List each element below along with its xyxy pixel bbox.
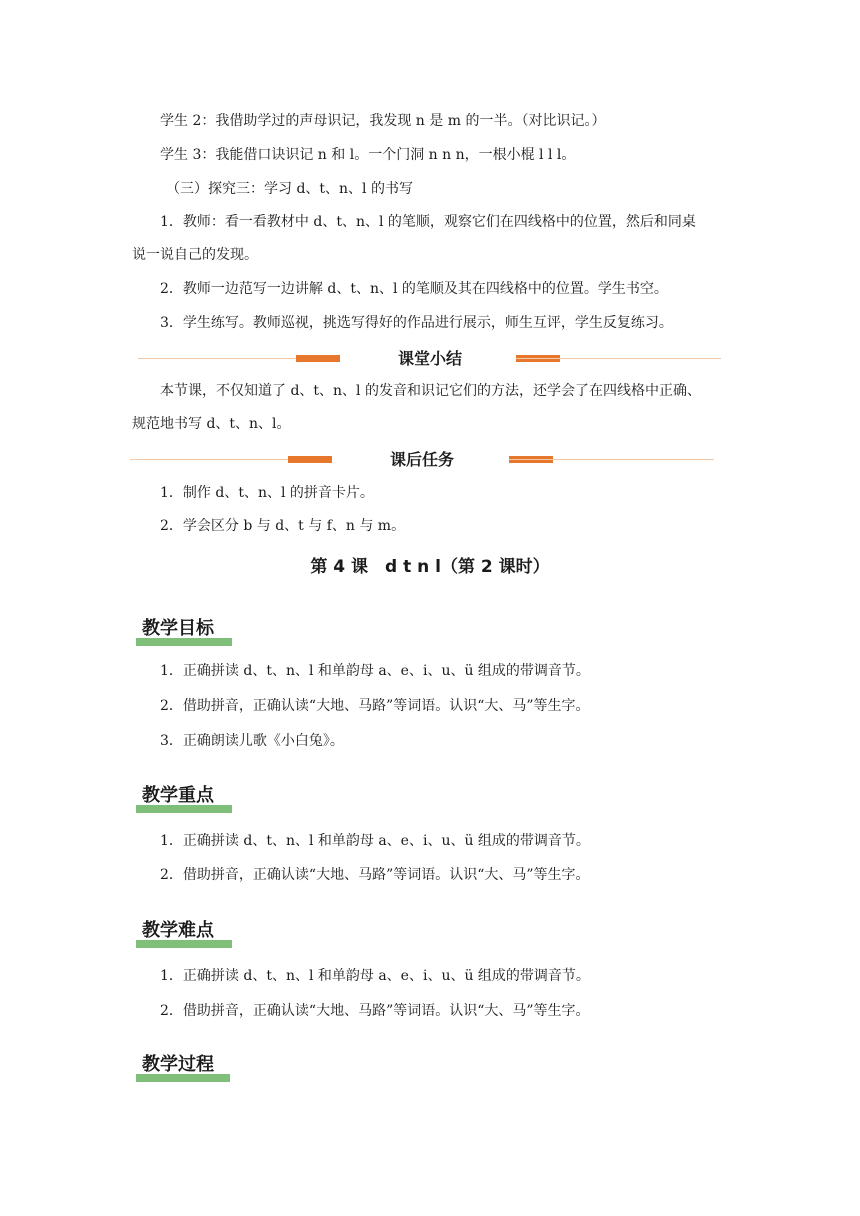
step-2: 2．教师一边范写一边讲解 d、t、n、l 的笔顺及其在四线格中的位置。学生书空。: [160, 281, 668, 297]
difficulties-heading: [136, 918, 232, 948]
divider-bar-left: [296, 355, 340, 362]
summary-divider: [0, 349, 860, 369]
keypoint-item-2: 2．借助拼音，正确认读“大地、马路”等词语。认识“大、马”等生字。: [160, 867, 590, 883]
goals-heading-text: 教学目标: [142, 618, 214, 639]
process-heading: [136, 1052, 230, 1082]
keypoints-heading: [136, 783, 232, 813]
summary-line2: 规范地书写 d、t、n、l。: [132, 416, 291, 432]
difficulties-heading-text: 教学难点: [142, 920, 214, 941]
step-1-line1: 1．教师：看一看教材中 d、t、n、l 的笔顺，观察它们在四线格中的位置，然后和同桌: [160, 214, 696, 230]
goals-heading: [136, 616, 232, 646]
divider-rule-right: [516, 358, 721, 359]
difficulty-item-1: 1．正确拼读 d、t、n、l 和单韵母 a、e、i、u、ü 组成的带调音节。: [160, 968, 590, 984]
homework-heading: 课后任务: [389, 450, 454, 469]
divider-rule-right: [509, 459, 714, 460]
difficulty-item-2: 2．借助拼音，正确认读“大地、马路”等词语。认识“大、马”等生字。: [160, 1003, 590, 1019]
step-3: 3．学生练写。教师巡视，挑选写得好的作品进行展示，师生互评，学生反复练习。: [160, 315, 673, 331]
summary-heading: 课堂小结: [397, 349, 462, 368]
keypoints-heading-text: 教学重点: [142, 785, 214, 806]
homework-item-2: 2．学会区分 b 与 d、t 与 f、n 与 m。: [160, 518, 406, 534]
step-1-line2: 说一说自己的发现。: [132, 247, 258, 263]
summary-line1: 本节课，不仅知道了 d、t、n、l 的发音和识记它们的方法，还学会了在四线格中正确、: [160, 383, 701, 399]
goal-item-1: 1．正确拼读 d、t、n、l 和单韵母 a、e、i、u、ü 组成的带调音节。: [160, 663, 590, 679]
goal-item-2: 2．借助拼音，正确认读“大地、马路”等词语。认识“大、马”等生字。: [160, 698, 590, 714]
homework-divider: [0, 450, 860, 470]
lesson-title: 第 4 课 d t n l（第 2 课时）: [310, 557, 550, 577]
homework-item-1: 1．制作 d、t、n、l 的拼音卡片。: [160, 485, 374, 501]
keypoint-item-1: 1．正确拼读 d、t、n、l 和单韵母 a、e、i、u、ü 组成的带调音节。: [160, 833, 590, 849]
paragraph-student3: 学生 3：我能借口诀识记 n 和 l。一个门洞 n n n，一根小棍 l l l。: [160, 147, 576, 163]
section-explore3: （三）探究三：学习 d、t、n、l 的书写: [166, 181, 413, 197]
process-heading-text: 教学过程: [142, 1054, 214, 1075]
divider-bar-left: [288, 456, 332, 463]
paragraph-student2: 学生 2：我借助学过的声母识记，我发现 n 是 m 的一半。（对比识记。）: [160, 113, 606, 129]
goal-item-3: 3．正确朗读儿歌《小白兔》。: [160, 733, 344, 749]
